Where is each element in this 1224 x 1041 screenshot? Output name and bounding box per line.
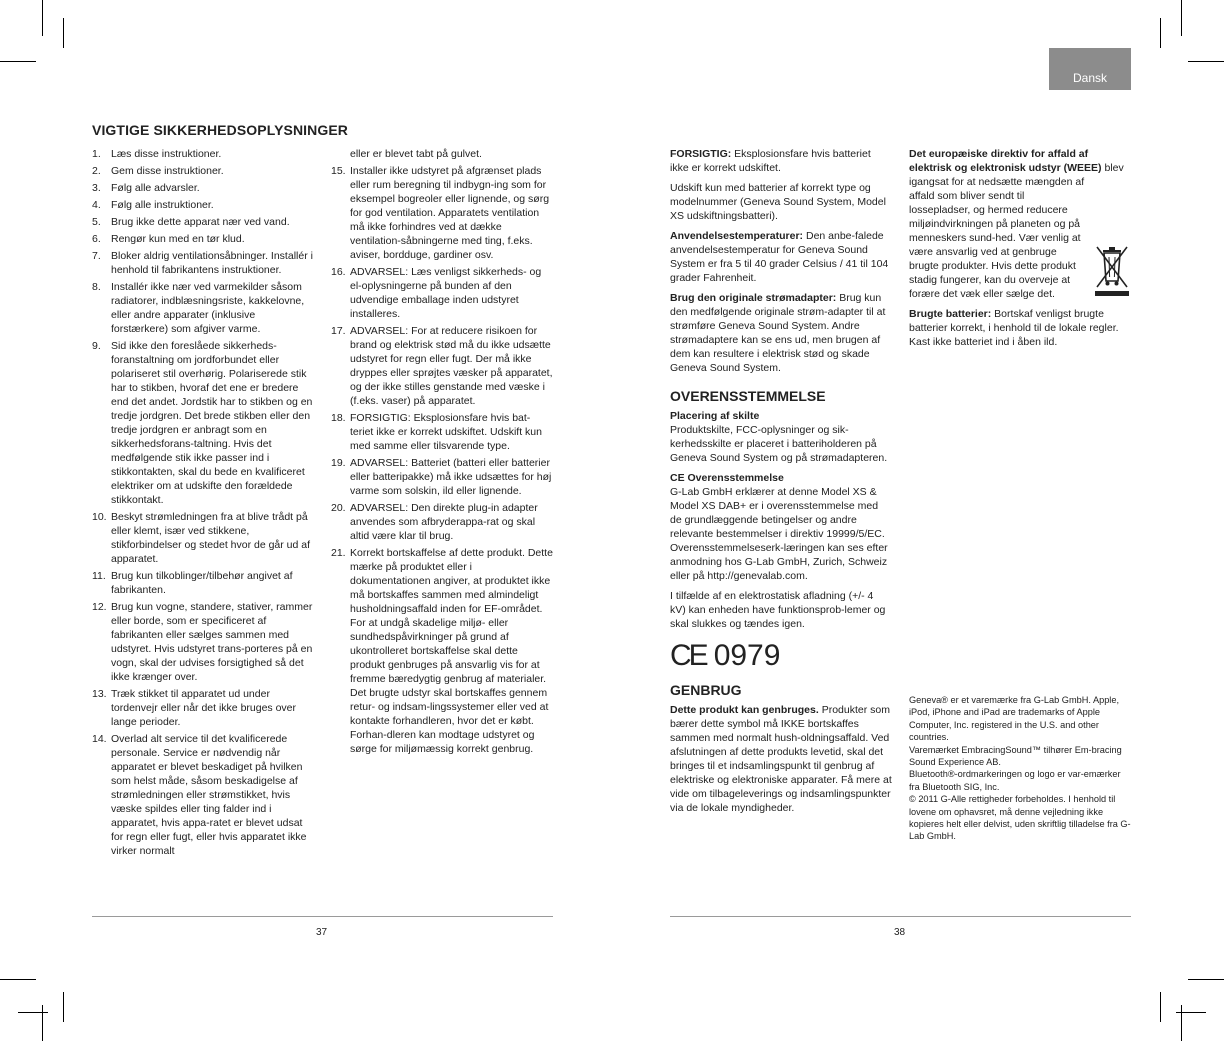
list-item-text: Installer ikke udstyret på afgrænset plads eller rum beregning til indbygn-ing som for eksempel bogreoler eller lignende, og sørg for god ventilation. Apparatets ventilation må ikke forhindres ved at dække ventilation-såbningerne med ting, f.eks. aviser, bordduge, gardiner osv. [350, 165, 550, 261]
trademarks-block [909, 694, 1131, 843]
list-item-text: Gem disse instruktioner. [111, 165, 224, 177]
list-item-number: 6. [92, 233, 101, 245]
list-item [331, 456, 553, 498]
list-item-text: Følg alle instruktioner. [111, 199, 214, 211]
list-item [92, 600, 314, 684]
safety-list-column-1 [92, 147, 314, 861]
list-item-number: 21. [331, 547, 346, 559]
list-item [92, 164, 314, 178]
list-item [92, 232, 314, 246]
list-item-number: 11. [92, 570, 106, 582]
right-column-1 [670, 147, 892, 821]
list-item-number: 5. [92, 216, 101, 228]
crop-mark [18, 1012, 48, 1013]
list-item [331, 265, 553, 321]
crop-mark [1160, 992, 1161, 1022]
list-item [92, 198, 314, 212]
ce-number: 0979 [713, 639, 781, 672]
list-item-text: Bloker aldrig ventilationsåbninger. Installér i henhold til fabrikantens instruktioner. [111, 250, 313, 276]
weee-paragraph: Det europæiske direktiv for affald af elektrisk og elektronisk udstyr (WEEE) blev igangsat for at nedsætte mængden af affald som bliver sendt til lossepladser, og hermed reducere miljøindvirkningen på planeten og på menneskers sund-hed. Vær venlig at være ansvarlig ved at genbruge brugte produkter. Hvis dette produkt stadig fungerer, kan du overveje at forære det væk eller sælge det. [909, 147, 1131, 301]
crop-mark [42, 1005, 43, 1041]
list-item-text: ADVARSEL: Den direkte plug-in adapter anvendes som afbryderappa-rat og skal altid være klar til brug. [350, 502, 538, 542]
recycle-paragraph: Dette produkt kan genbruges. Produkter som bærer dette symbol må IKKE bortskaffes sammen med normalt hush-oldningsaffald. Ved afslutningen af dette produkts levetid, skal det bringes til et indsamlingspunkt til genbrug af elektriske og elektroniske apparater. Få mere at vide om tilbageleverings og indsamlingspunkter via de lokale myndigheder. [670, 704, 892, 814]
list-item-number: 1. [92, 148, 101, 160]
footer-rule-left [92, 916, 553, 917]
crop-mark [63, 992, 64, 1022]
list-item-text: Brug ikke dette apparat nær ved vand. [111, 216, 290, 228]
list-continuation: eller er blevet tabt på gulvet. [350, 148, 482, 160]
right-column-2 [909, 147, 1131, 355]
list-item-number: 19. [331, 457, 346, 469]
list-item [92, 732, 314, 858]
crop-mark [1188, 61, 1224, 62]
list-item-number: 3. [92, 182, 101, 194]
crop-mark [0, 61, 36, 62]
crossed-bin-icon [1093, 245, 1131, 301]
list-item [331, 411, 553, 453]
trademark-2: Varemærket EmbracingSound™ tilhører Em-bracing Sound Experience AB. [909, 744, 1122, 768]
list-item-text: Træk stikket til apparatet ud under tordenvejr eller når det ikke bruges over lange perioder. [111, 688, 297, 728]
crop-mark [1160, 18, 1161, 48]
crop-mark [0, 979, 36, 980]
list-item-number: 2. [92, 165, 101, 177]
crop-mark [1188, 979, 1224, 980]
list-item [331, 501, 553, 543]
list-item-number: 17. [331, 325, 346, 337]
list-item-number: 16. [331, 266, 346, 278]
trademark-4: © 2011 G-Alle rettigheder forbeholdes. I henhold til lovene om ophavsret, må denne vejledning ikke kopieres helt eller delvist, uden skriftlig tilladelse fra G-Lab GmbH. [909, 794, 1131, 842]
list-item-text: Sid ikke den foreslåede sikkerheds-foranstaltning om jordforbundet eller polariseret stil overhørig. Polariserede stik har to stikben, hvoraf det ene er bredere end det andet. Jordstik har to stikben og en tredje jordgren. Det brede stikben eller den tredje jordgren er anbragt som en sikkerhedsforans-taltning. Hvis det medfølgende stik ikke passer ind i stikkontakten, skal du bede en kvalificeret elektriker om at udskifte den forældede stikkontakt. [111, 340, 313, 506]
list-item-number: 14. [92, 733, 107, 745]
crop-mark [1181, 0, 1182, 36]
replace-paragraph: Udskift kun med batterier af korrekt type og modelnummer (Geneva Sound System, Model XS udskiftningsbatteri). [670, 182, 886, 222]
ce-mark-icon: CE [670, 639, 706, 672]
list-item-text: Læs disse instruktioner. [111, 148, 222, 160]
ce-paragraph: CE Overensstemmelse G-Lab GmbH erklærer at denne Model XS & Model XS DAB+ er i overensstemmelse med de grundlæggende betingelser og andre relevante bestemmelser i direktiv 19999/5/EC. Overensstemmelseserk-læringen kan ses efter anmodning hos G-Lab GmbH, Zurich, Schweiz eller på http://genevalab.com. [670, 472, 888, 582]
page-title: VIGTIGE SIKKERHEDSOPLYSNINGER [92, 122, 348, 138]
list-item-number: 18. [331, 412, 346, 424]
list-item [92, 181, 314, 195]
list-item-number: 9. [92, 340, 101, 352]
list-item-number: 13. [92, 688, 107, 700]
list-item-text: FORSIGTIG: Eksplosionsfare hvis bat-teriet ikke er korrekt udskiftet. Udskift kun med samme eller tilsvarende type. [350, 412, 542, 452]
adapter-paragraph: Brug den originale strømadapter: Brug kun den medfølgende originale strøm-adapter til at strømføre Geneva Sound System. Andre strømadaptere kan se ens ud, men brugen af dem kan resultere i elektrisk stød og skade Geneva Sound System. [670, 292, 886, 374]
list-item-number: 20. [331, 502, 346, 514]
list-item [331, 324, 553, 408]
crop-mark [1176, 1012, 1206, 1013]
list-item-text: Overlad alt service til det kvalificerede personale. Service er nødvendig når apparatet er blevet beskadiget på hvilken som helst måde, såsom beskadigelse af strømledningen eller strømstikket, hvis væske spildes eller ting falder ind i apparatet, hvis appa-ratet er blevet udsat for regn eller fugt, eller hvis apparatet ikke virker normalt [111, 733, 307, 857]
list-item [92, 249, 314, 277]
trademark-3: Bluetooth®-ordmarkeringen og logo er var-emærker fra Bluetooth SIG, Inc. [909, 769, 1121, 792]
ce-marking [670, 639, 892, 673]
list-item-text: Brug kun tilkoblinger/tilbehør angivet af fabrikanten. [111, 570, 293, 596]
list-item [92, 339, 314, 507]
crop-mark [63, 18, 64, 48]
placement-paragraph: Placering af skilte Produktskilte, FCC-oplysninger og sik-kerhedsskilte er placeret i batteriholderen på Geneva Sound System og på strømadapteren. [670, 410, 888, 464]
list-item-text: ADVARSEL: For at reducere risikoen for brand og elektrisk stød må du ikke udsætte udstyret for regn eller fugt. Der må ikke dryppes eller sprøjtes væsker på apparatet, og der ikke stilles genstande med væske i (f.eks. vaser) på apparatet. [350, 325, 553, 407]
list-item-text: Korrekt bortskaffelse af dette produkt. Dette mærke på produktet eller i dokumentationen angiver, at produktet ikke må bortskaffes sammen med almindeligt husholdningsaffald inden for EF-området. For at undgå skadelige miljø- eller sundhedspåvirkninger på grund af ukontrolleret bortskaffelse skal dette produkt genbruges på ansvarlig vis for at fremme bæredygtig genbrug af materialer. Det brugte udstyr skal bortskaffes gennem retur- og indsam-lingssystemer eller ved at kontakte forhandleren, hvor det er købt. Forhan-dleren kan modtage udstyret og sørge for miljømæssig korrekt genbrug. [350, 547, 553, 755]
list-item-number: 10. [92, 511, 107, 523]
list-item [92, 280, 314, 336]
caution-paragraph: FORSIGTIG: Eksplosionsfare hvis batteriet ikke er korrekt udskiftet. [670, 148, 871, 174]
list-item-text: Følg alle advarsler. [111, 182, 200, 194]
crop-mark [1181, 1005, 1182, 1041]
list-item [92, 510, 314, 566]
list-item-number: 12. [92, 601, 107, 613]
list-item-text: ADVARSEL: Læs venligst sikkerheds- og el-oplysningerne på bunden af den udvendige emballage inden udstyret installeres. [350, 266, 542, 320]
trademark-1: Geneva® er et varemærke fra G-Lab GmbH. Apple, iPod, iPhone and iPad are trademarks of Apple Computer, Inc. registered in the U.S. and other countries. [909, 695, 1120, 743]
list-item [331, 546, 553, 756]
list-item-text: Installér ikke nær ved varmekilder såsom radiatorer, indblæsningsriste, kakkelovne, eller andre apparater (inklusive forstærkere) som afgiver varme. [111, 281, 305, 335]
temperature-paragraph: Anvendelsestemperaturer: Den anbe-falede anvendelsestemperatur for Geneva Sound System er fra 5 til 40 grader Celsius / 41 til 104 grader Fahrenheit. [670, 230, 889, 284]
list-item [92, 215, 314, 229]
list-item-text: Rengør kun med en tør klud. [111, 233, 245, 245]
list-item-number: 8. [92, 281, 101, 293]
safety-list-column-2 [331, 147, 553, 759]
list-item-text: Beskyt strømledningen fra at blive trådt på eller klemt, især ved stikkene, stikforbindelser og stedet hvor de går ud af apparatet. [111, 511, 311, 565]
list-item [92, 569, 314, 597]
page-number-right: 38 [894, 927, 906, 938]
list-item-text: ADVARSEL: Batteriet (batteri eller batterier eller batteripakke) må ikke udsættes for høj varme som solskin, ild eller lignende. [350, 457, 552, 497]
list-item [92, 687, 314, 729]
esd-paragraph: I tilfælde af en elektrostatisk afladning (+/- 4 kV) kan enheden have funktionsprob-lemer og skal slukkes og tændes igen. [670, 590, 886, 630]
batteries-paragraph: Brugte batterier: Bortskaf venligst brugte batterier korrekt, i henhold til de lokale regler. Kast ikke batteriet ind i åben ild. [909, 308, 1119, 348]
list-item [331, 164, 553, 262]
list-item-number: 7. [92, 250, 101, 262]
footer-rule-right [670, 916, 1131, 917]
conformity-heading: OVERENSSTEMMELSE [670, 388, 826, 404]
list-item [92, 147, 314, 161]
page-number-left: 37 [316, 927, 328, 938]
list-item-number: 4. [92, 199, 101, 211]
list-item-number: 15. [331, 165, 346, 177]
list-item-text: Brug kun vogne, standere, stativer, rammer eller borde, som er specificeret af fabrikanten eller sælges sammen med udstyret. Hvis udstyret trans-porteres på en vogn, skal der udvises forsigtighed så det ikke krænger over. [111, 601, 313, 683]
language-tab: Dansk [1049, 48, 1131, 90]
recycle-heading: GENBRUG [670, 682, 742, 698]
crop-mark [42, 0, 43, 36]
